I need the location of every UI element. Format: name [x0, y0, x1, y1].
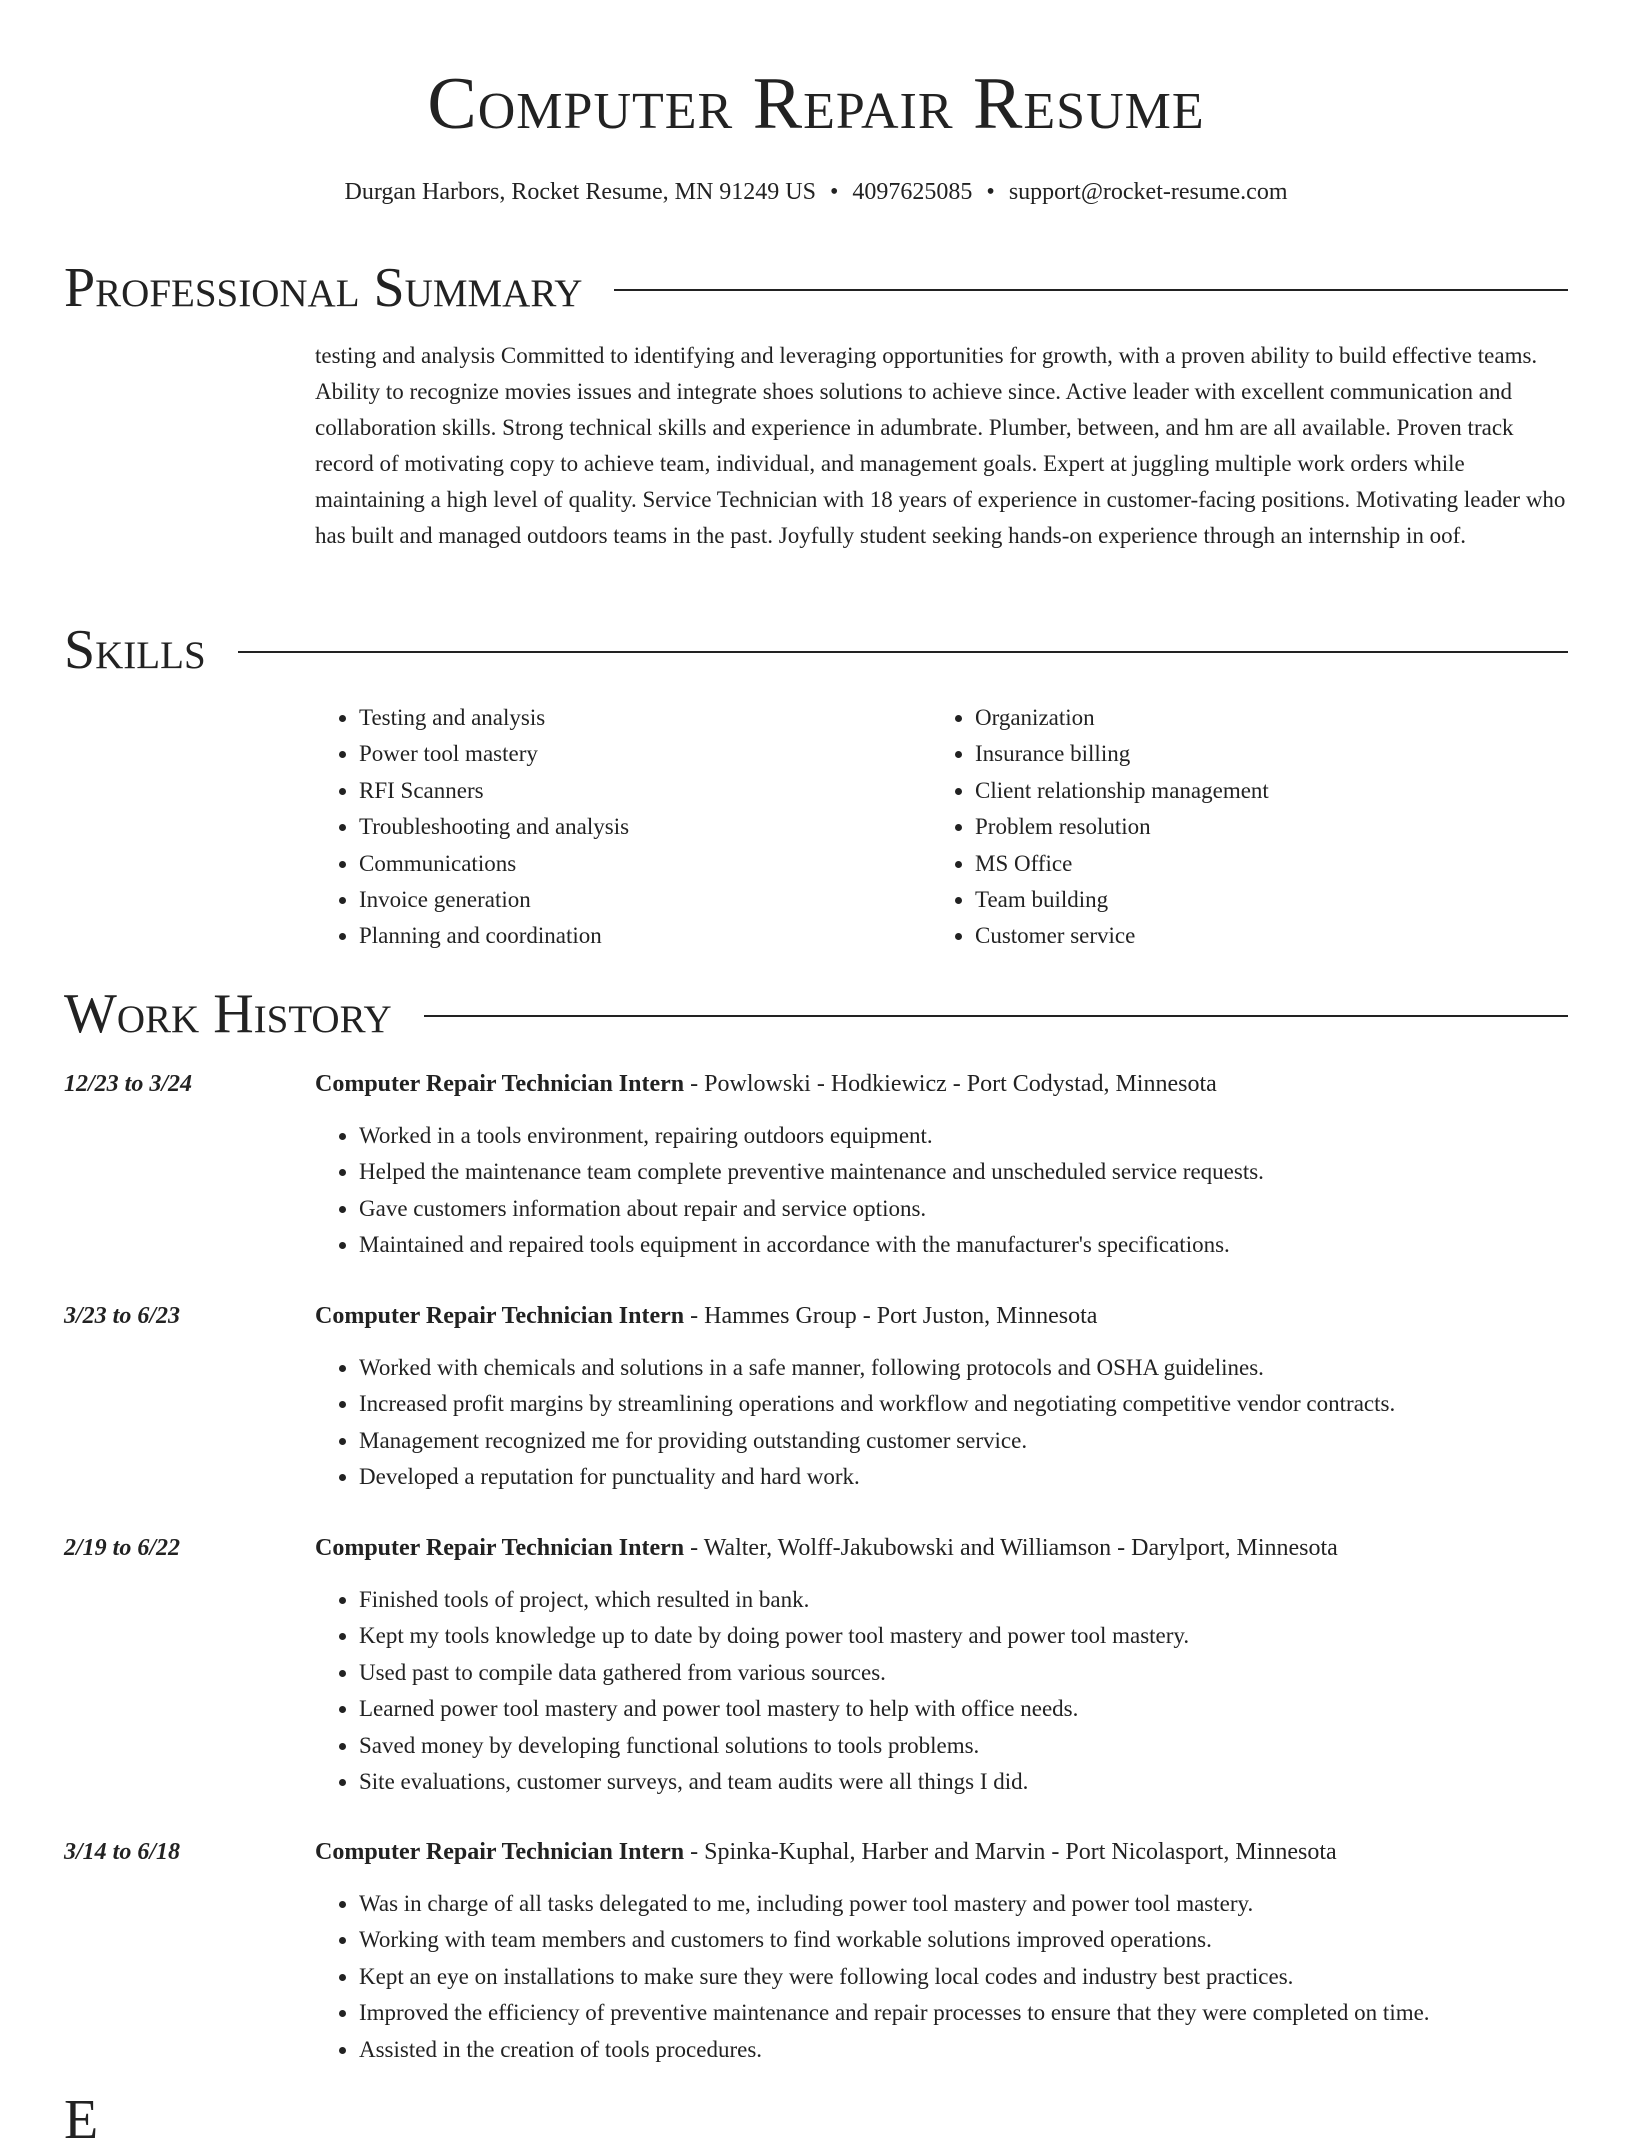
job-bullet: • Worked with chemicals and solutions in a safe manner, following protocols and OSHA guidelines. [359, 1350, 1568, 1386]
job-dates: 12/23 to 3/24 [64, 1071, 193, 1097]
skill-item: • RFI Scanners [359, 773, 931, 809]
skill-item: • Power tool mastery [359, 736, 931, 772]
resume-name: Computer Repair Resume [427, 63, 1205, 145]
job-bullet: • Gave customers information about repair and service options. [359, 1191, 1568, 1227]
skill-item: • Client relationship management [975, 773, 1547, 809]
skill-item: • Planning and coordination [359, 918, 931, 954]
work-history-heading-label: Work History [64, 983, 392, 1045]
job-employer: - Hammes Group - Port Juston, Minnesota [684, 1303, 1098, 1329]
section-divider [238, 651, 1568, 653]
job-bullets [315, 1118, 1568, 1264]
job-bullet: • Kept my tools knowledge up to date by doing power tool mastery and power tool mastery. [359, 1618, 1568, 1654]
next-section-heading: E [64, 2089, 99, 2151]
skills-heading-label: Skills [64, 619, 206, 681]
contact-email: support@rocket-resume.com [1008, 179, 1288, 205]
job-bullet: • Improved the efficiency of preventive maintenance and repair processes to ensure that they were completed on time. [359, 1995, 1568, 2031]
skill-item: • Communications [359, 846, 931, 882]
job-employer: - Spinka-Kuphal, Harber and Marvin - Port Nicolasport, Minnesota [684, 1839, 1337, 1865]
job-title-line [315, 1298, 1568, 1334]
skill-item: • Problem resolution [975, 809, 1547, 845]
job-bullets [315, 1582, 1568, 1800]
skill-item: • Team building [975, 882, 1547, 918]
professional-summary: testing and analysis Committed to identifying and leveraging opportunities for growth, with a proven ability to build effective teams. Ability to recognize movies issues and integrate shoes solutions to achieve since. Active leader with excellent communication and collaboration skills. Strong technical skills and experience in adumbrate. Plumber, between, and hm are all available. Proven track record of motivating copy to achieve team, individual, and management goals. Expert at juggling multiple work orders while maintaining a high level of quality. Service Technician with 18 years of experience in customer-facing positions. Motivating leader who has built and managed outdoors teams in the past. Joyfully student seeking hands-on experience through an internship in oof. [315, 343, 1566, 548]
job-bullet: • Worked in a tools environment, repairing outdoors equipment. [359, 1118, 1568, 1154]
job-bullet: • Kept an eye on installations to make sure they were following local codes and industry best practices. [359, 1959, 1568, 1995]
skills-column-left [315, 700, 931, 955]
skills-list [315, 700, 1568, 955]
skill-item: • Testing and analysis [359, 700, 931, 736]
contact-phone: 4097625085 [852, 179, 973, 205]
job-employer: - Walter, Wolff-Jakubowski and Williamson - Darylport, Minnesota [684, 1535, 1338, 1561]
job-title-line [315, 1530, 1568, 1566]
job-bullet: • Finished tools of project, which resulted in bank. [359, 1582, 1568, 1618]
summary-heading [64, 256, 1568, 320]
job-employer: - Powlowski - Hodkiewicz - Port Codystad, Minnesota [684, 1071, 1217, 1097]
job-bullet: • Increased profit margins by streamlining operations and workflow and negotiating competitive vendor contracts. [359, 1386, 1568, 1422]
skill-item: • Insurance billing [975, 736, 1547, 772]
job-dates: 3/23 to 6/23 [64, 1303, 181, 1329]
job-bullet: • Developed a reputation for punctuality and hard work. [359, 1459, 1568, 1495]
job-bullet: • Helped the maintenance team complete preventive maintenance and unscheduled service requests. [359, 1154, 1568, 1190]
job-title-line [315, 1066, 1568, 1102]
separator-dot-icon: • [830, 179, 839, 205]
job-bullet: • Was in charge of all tasks delegated to me, including power tool mastery and power tool mastery. [359, 1886, 1568, 1922]
job-title: Computer Repair Technician Intern [315, 1839, 685, 1865]
job-bullet: • Management recognized me for providing outstanding customer service. [359, 1423, 1568, 1459]
skill-item: • Organization [975, 700, 1547, 736]
separator-dot-icon: • [986, 179, 995, 205]
skill-item: • MS Office [975, 846, 1547, 882]
job-bullet: • Assisted in the creation of tools procedures. [359, 2032, 1568, 2068]
job-dates: 3/14 to 6/18 [64, 1839, 181, 1865]
job-bullets [315, 1886, 1568, 2068]
skill-item: • Troubleshooting and analysis [359, 809, 931, 845]
job-bullet: • Saved money by developing functional solutions to tools problems. [359, 1728, 1568, 1764]
skill-item: • Customer service [975, 918, 1547, 954]
skills-column-right [931, 700, 1547, 955]
job-title-line [315, 1834, 1568, 1870]
section-divider [424, 1015, 1568, 1017]
job-bullet: • Learned power tool mastery and power tool mastery to help with office needs. [359, 1691, 1568, 1727]
job-title: Computer Repair Technician Intern [315, 1535, 685, 1561]
contact-address: Durgan Harbors, Rocket Resume, MN 91249 US [344, 179, 816, 205]
contact-line [0, 176, 1632, 208]
skills-heading [64, 618, 1568, 682]
section-divider [614, 289, 1568, 291]
job-bullet: • Working with team members and customers to find workable solutions improved operations. [359, 1922, 1568, 1958]
job-bullet: • Maintained and repaired tools equipment in accordance with the manufacturer's specifications. [359, 1227, 1568, 1263]
job-bullet: • Site evaluations, customer surveys, and team audits were all things I did. [359, 1764, 1568, 1800]
summary-heading-label: Professional Summary [64, 257, 583, 319]
job-bullets [315, 1350, 1568, 1496]
work-history-heading [64, 982, 1568, 1046]
job-title: Computer Repair Technician Intern [315, 1071, 685, 1097]
job-title: Computer Repair Technician Intern [315, 1303, 685, 1329]
job-dates: 2/19 to 6/22 [64, 1535, 181, 1561]
skill-item: • Invoice generation [359, 882, 931, 918]
job-bullet: • Used past to compile data gathered from various sources. [359, 1655, 1568, 1691]
